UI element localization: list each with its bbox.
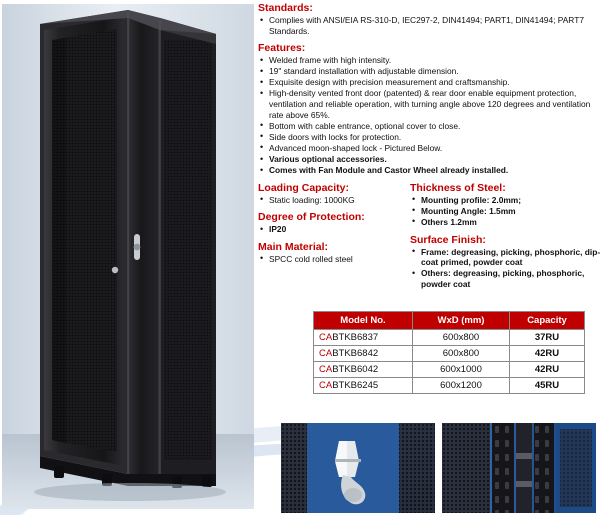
detail-photo-mounting-profile <box>442 423 596 513</box>
list-item-bold-text: Others 1.2mm <box>421 216 477 227</box>
features-heading: Features: <box>258 42 306 55</box>
cell-model <box>314 330 413 346</box>
list-item: • Exquisite design with precision measurement and craftsmanship. <box>258 77 604 88</box>
detail-photo-row <box>281 423 603 513</box>
cell-size: 600x800 <box>413 346 510 362</box>
cell-size: 600x1000 <box>413 362 510 378</box>
list-item-bold-text: Mounting Angle: 1.5mm <box>421 205 516 216</box>
list-item: • Complies with ANSI/EIA RS-310-D, IEC297-2, DIN41494; PART1, DIN41494; PART7 Standards. <box>258 15 604 36</box>
list-item <box>258 154 604 165</box>
specs-right-column <box>410 182 604 296</box>
specs-left-column <box>258 182 410 296</box>
table-header-row <box>314 312 585 330</box>
model-code: BTKB6842 <box>332 348 379 359</box>
cell-model <box>314 346 413 362</box>
table-header-model: Model No. <box>314 312 413 330</box>
material-heading: Main Material: <box>258 240 329 253</box>
capacity-value: 42RU <box>534 364 560 375</box>
model-code: BTKB6042 <box>332 364 379 375</box>
list-item-bold-text: Frame: degreasing, picking, phosphoric, dip-coat primed, powder coat <box>421 246 601 268</box>
section-loading-capacity <box>258 182 410 206</box>
cell-size: 600x800 <box>413 330 510 346</box>
model-prefix: CA <box>319 380 333 391</box>
table-row <box>314 330 585 346</box>
features-list <box>258 55 604 176</box>
surface-finish-list <box>410 247 604 290</box>
section-surface-finish <box>410 234 604 290</box>
list-item-bold-text: Comes with Fan Module and Castor Wheel already installed. <box>269 165 509 176</box>
list-item: • 19" standard installation with adjustable dimension. <box>258 66 604 77</box>
capacity-value: 42RU <box>534 348 560 359</box>
model-code: BTKB6245 <box>332 380 379 391</box>
model-code: BTKB6837 <box>332 332 379 343</box>
list-item: • Bottom with cable entrance, optional cover to close. <box>258 121 604 132</box>
loading-capacity-heading: Loading Capacity: <box>258 181 350 194</box>
section-features <box>258 42 604 176</box>
list-item <box>410 206 604 217</box>
two-column-specs <box>258 182 604 296</box>
list-item <box>410 195 604 206</box>
list-item: • SPCC cold rolled steel <box>258 254 410 265</box>
table-row <box>314 362 585 378</box>
thickness-list <box>410 195 604 228</box>
model-prefix: CA <box>319 348 333 359</box>
cell-size: 600x1200 <box>413 378 510 394</box>
protection-list <box>258 224 410 235</box>
capacity-value: 37RU <box>534 332 560 343</box>
cell-model <box>314 362 413 378</box>
section-material <box>258 241 410 265</box>
standards-list <box>258 15 604 36</box>
list-item <box>410 217 604 228</box>
detail-photo-lock <box>281 423 435 513</box>
list-item-bold-text: Others: degreasing, picking, phosphoric, powder coat <box>421 268 585 289</box>
list-item-bold-text: IP20 <box>269 224 287 235</box>
section-standards <box>258 2 604 36</box>
cell-capacity <box>510 362 585 378</box>
material-list <box>258 254 410 265</box>
model-prefix: CA <box>319 364 333 375</box>
table-header-size: WxD (mm) <box>413 312 510 330</box>
section-thickness <box>410 182 604 228</box>
table-row <box>314 346 585 362</box>
product-photo-rack-cabinet <box>2 4 254 509</box>
thickness-heading: Thickness of Steel: <box>410 181 506 194</box>
list-item: • Static loading: 1000KG <box>258 195 410 206</box>
surface-finish-heading: Surface Finish: <box>410 233 486 246</box>
cell-capacity <box>510 346 585 362</box>
table-row <box>314 378 585 394</box>
list-item: • High-density vented front door (patented) & rear door enable equipment protection, ventilation and reliable operation, with turning angle above 120 degrees and ventilation rate above 65%. <box>258 88 604 120</box>
model-spec-table <box>313 311 585 394</box>
capacity-value: 45RU <box>534 380 560 391</box>
cell-capacity <box>510 378 585 394</box>
protection-heading: Degree of Protection: <box>258 211 365 224</box>
standards-heading: Standards: <box>258 2 313 14</box>
list-item: • Advanced moon-shaped lock - Pictured Below. <box>258 143 604 154</box>
list-item-bold-text: Various optional accessories. <box>269 154 387 165</box>
list-item: • Side doors with locks for protection. <box>258 132 604 143</box>
section-protection <box>258 211 410 235</box>
loading-capacity-list <box>258 195 410 206</box>
list-item <box>410 247 604 268</box>
list-item <box>258 224 410 235</box>
model-prefix: CA <box>319 332 333 343</box>
list-item: • Welded frame with high intensity. <box>258 55 604 66</box>
cell-model <box>314 378 413 394</box>
list-item-bold-text: Mounting profile: 2.0mm; <box>421 194 522 205</box>
spec-text-content <box>258 2 604 295</box>
list-item <box>258 165 604 176</box>
list-item <box>410 268 604 289</box>
table-header-capacity: Capacity <box>510 312 585 330</box>
cell-capacity <box>510 330 585 346</box>
